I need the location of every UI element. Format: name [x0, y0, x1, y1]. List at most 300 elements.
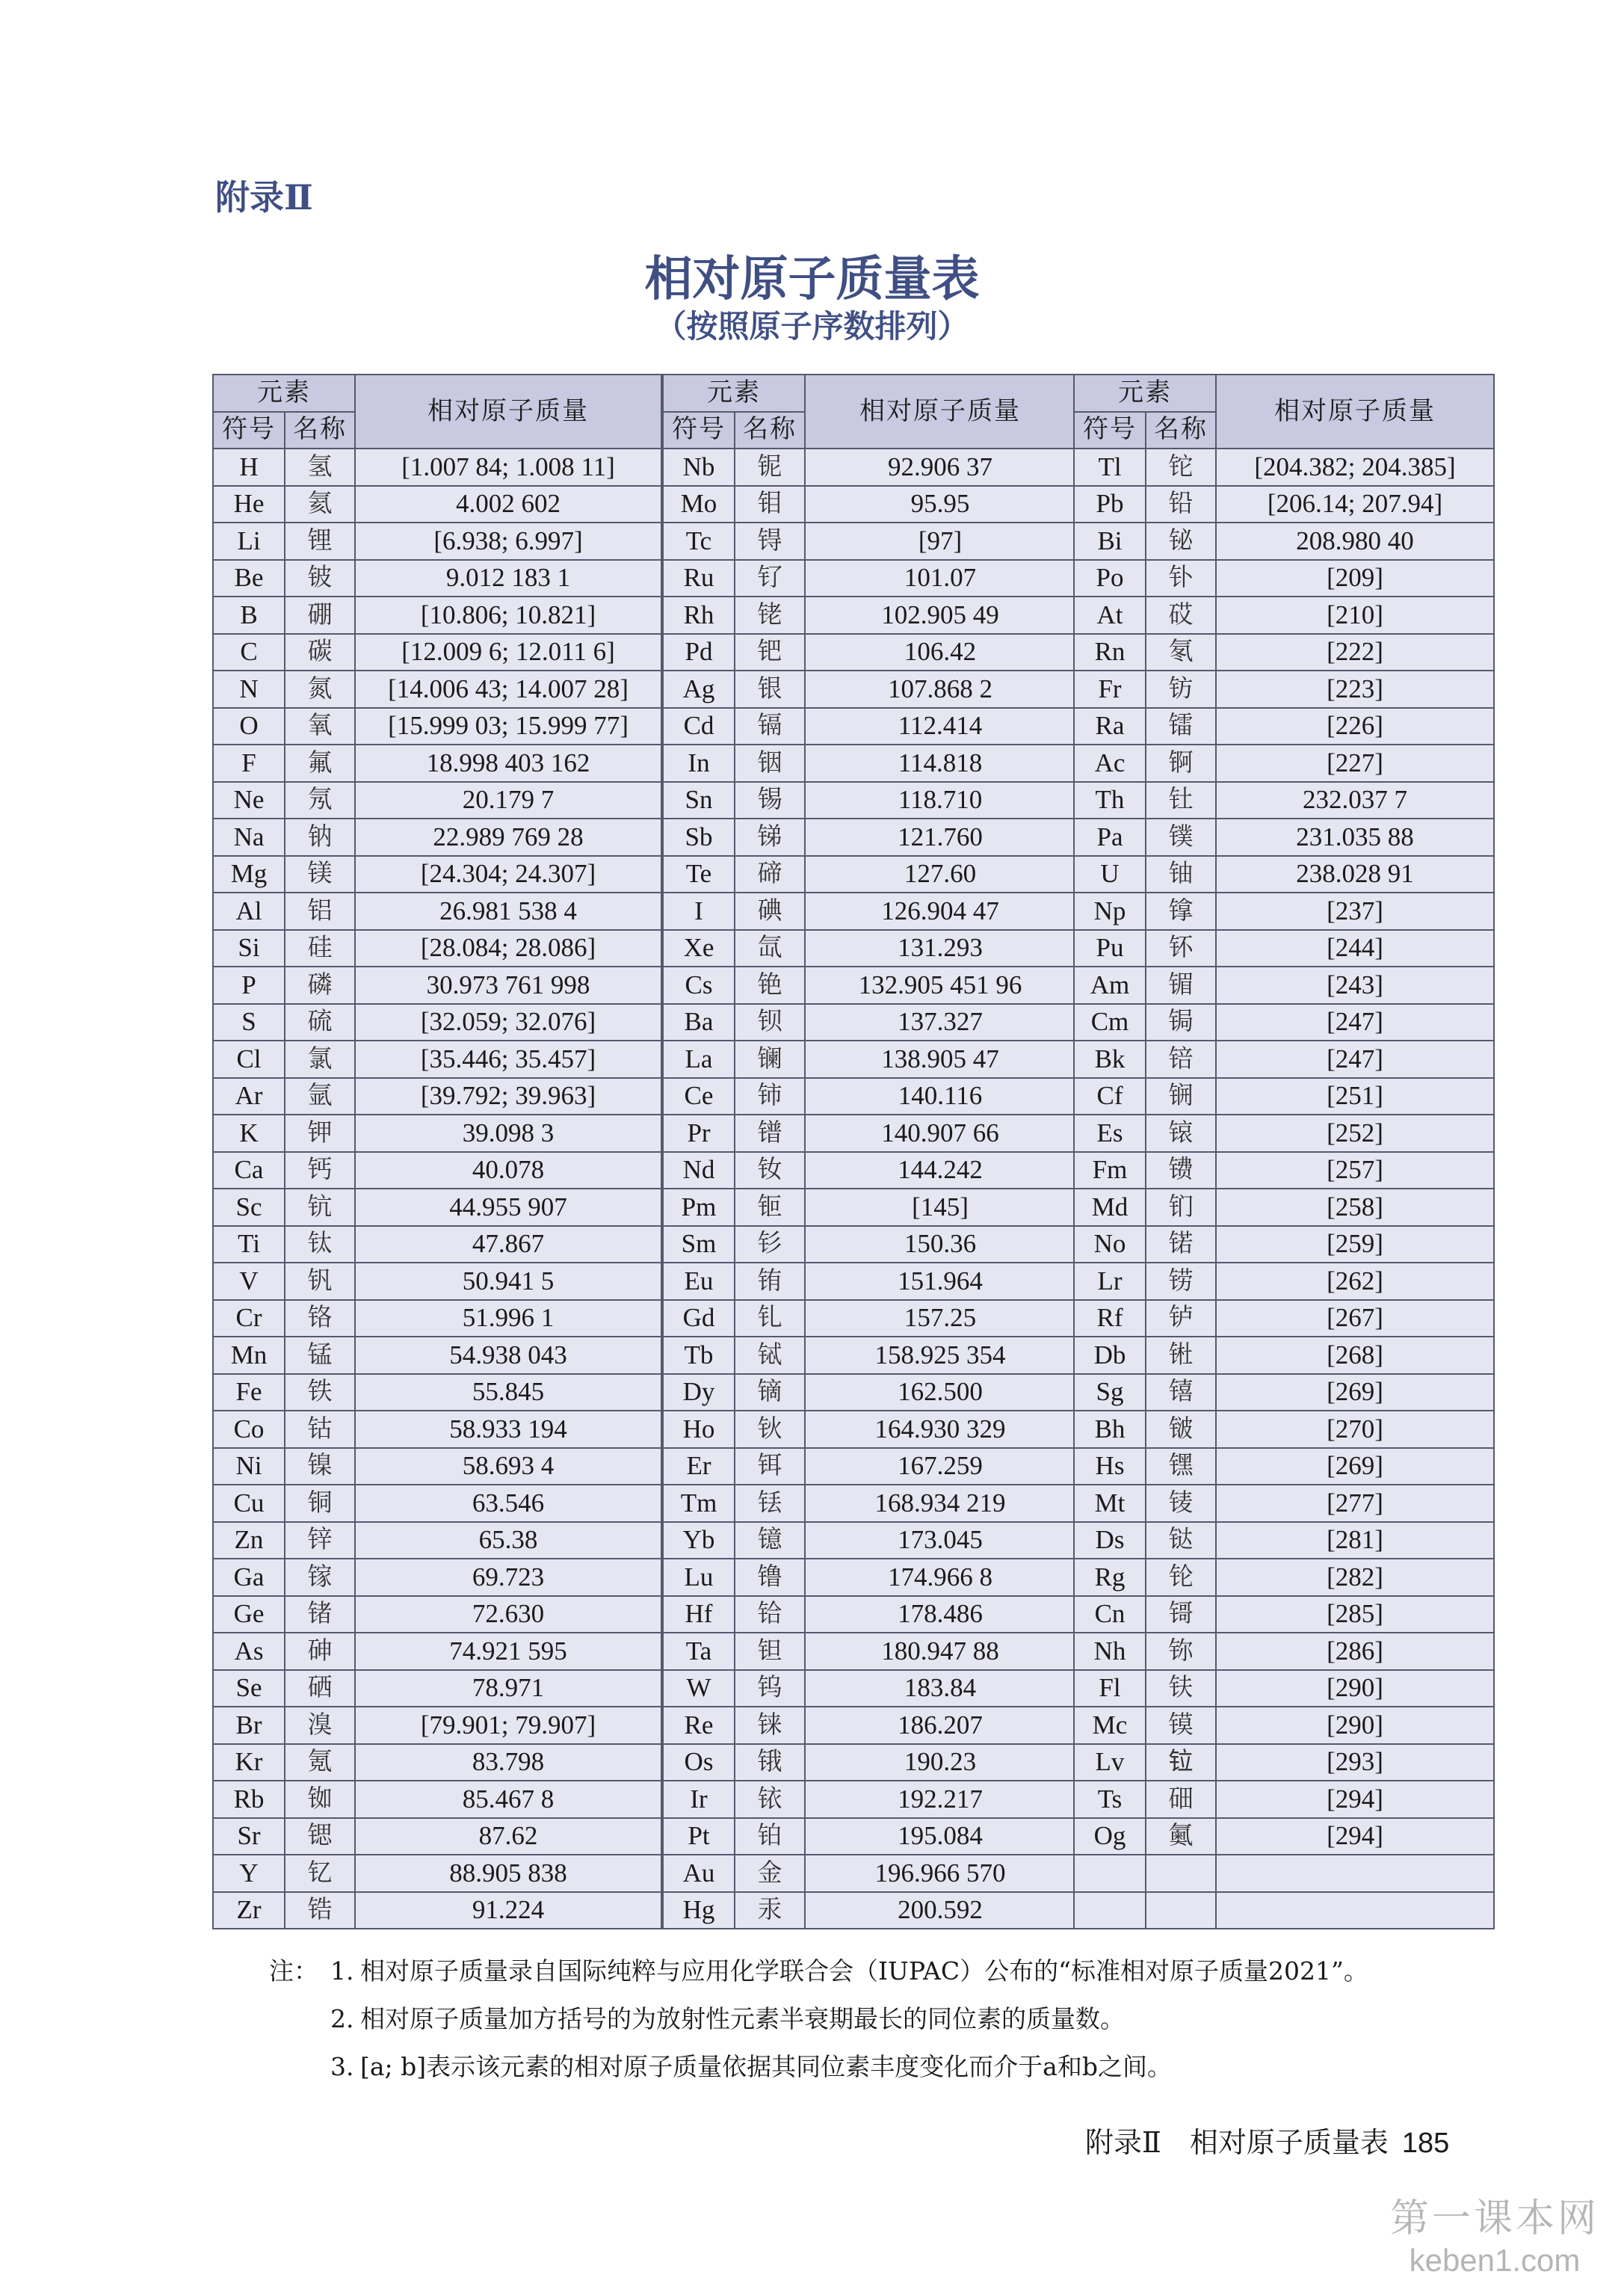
table-row [1074, 1226, 1494, 1263]
element-symbol: C [213, 634, 285, 671]
element-symbol: Ba [663, 1004, 735, 1041]
element-name: 镨 [735, 1115, 805, 1152]
table-row [663, 1633, 1075, 1670]
table-row [663, 1522, 1075, 1559]
atomic-mass: 65.38 [355, 1522, 661, 1559]
element-symbol: Lr [1074, 1263, 1146, 1300]
element-symbol: Ra [1074, 708, 1146, 745]
atomic-mass: 186.207 [805, 1707, 1075, 1744]
table-row [213, 1189, 661, 1226]
element-name: 磷 [285, 967, 355, 1004]
header-element: 元素 [213, 375, 355, 412]
element-symbol: Cs [663, 967, 735, 1004]
element-name: 氢 [285, 449, 355, 486]
page-title: 相对原子质量表 [644, 251, 980, 307]
element-symbol: Mt [1074, 1485, 1146, 1522]
element-symbol: La [663, 1041, 735, 1078]
table-row [213, 1781, 661, 1818]
atomic-mass: 58.933 194 [355, 1411, 661, 1448]
element-symbol: Rf [1074, 1300, 1146, 1337]
table-row [1074, 1300, 1494, 1337]
note-number: 1. [330, 1956, 354, 1986]
atomic-mass: [262] [1216, 1263, 1494, 1300]
atomic-mass: [259] [1216, 1226, 1494, 1263]
table-row [213, 1115, 661, 1152]
atomic-mass: [282] [1216, 1559, 1494, 1596]
table-row [1074, 1744, 1494, 1781]
atomic-mass: 112.414 [805, 708, 1075, 745]
element-symbol: Yb [663, 1522, 735, 1559]
element-symbol: Fl [1074, 1670, 1146, 1707]
atomic-mass: 114.818 [805, 745, 1075, 782]
element-name: 钪 [285, 1189, 355, 1226]
atomic-mass: [268] [1216, 1337, 1494, 1374]
table-row [1074, 1152, 1494, 1189]
element-name: 钐 [735, 1226, 805, 1263]
atomic-mass: [269] [1216, 1448, 1494, 1485]
table-row [663, 782, 1075, 819]
atomic-mass: 107.868 2 [805, 671, 1075, 708]
table-row [1074, 930, 1494, 967]
table-row [213, 1670, 661, 1707]
table-row [663, 745, 1075, 782]
element-name: 硼 [285, 597, 355, 634]
element-name: 锔 [1146, 1004, 1216, 1041]
table-row [213, 560, 661, 597]
atomic-mass: 95.95 [805, 486, 1075, 523]
element-symbol: Cn [1074, 1596, 1146, 1633]
header-symbol: 符号 [663, 412, 735, 449]
element-name: 钠 [285, 819, 355, 856]
table-row [1074, 1485, 1494, 1522]
element-name: 碳 [285, 634, 355, 671]
table-row [213, 708, 661, 745]
atomic-mass: 138.905 47 [805, 1041, 1075, 1078]
element-symbol: He [213, 486, 285, 523]
element-symbol: Pb [1074, 486, 1146, 523]
element-name: 镍 [285, 1448, 355, 1485]
element-name: 锇 [735, 1744, 805, 1781]
atomic-mass: 20.179 7 [355, 782, 661, 819]
element-symbol: Pa [1074, 819, 1146, 856]
element-symbol: P [213, 967, 285, 1004]
element-name [1146, 1855, 1216, 1892]
element-symbol: Xe [663, 930, 735, 967]
atomic-mass: [28.084; 28.086] [355, 930, 661, 967]
atomic-mass: [294] [1216, 1818, 1494, 1855]
atomic-mass: 101.07 [805, 560, 1075, 597]
table-row [663, 1892, 1075, 1929]
table-row [1074, 1078, 1494, 1115]
element-name: 溴 [285, 1707, 355, 1744]
table-row [663, 930, 1075, 967]
note-row [269, 2043, 1172, 2091]
element-name: 砹 [1146, 597, 1216, 634]
atomic-mass: 9.012 183 1 [355, 560, 661, 597]
atomic-mass: 178.486 [805, 1596, 1075, 1633]
element-name: 𬬭 [1146, 1559, 1216, 1596]
element-name: 铥 [735, 1485, 805, 1522]
table-row [1074, 1855, 1494, 1892]
element-symbol: Sb [663, 819, 735, 856]
element-name: 铅 [1146, 486, 1216, 523]
atomic-mass: [237] [1216, 893, 1494, 930]
table-row [663, 523, 1075, 560]
atomic-mass: [286] [1216, 1633, 1494, 1670]
element-symbol: Tb [663, 1337, 735, 1374]
element-name: 𫟷 [1146, 1744, 1216, 1781]
element-name: 氡 [1146, 634, 1216, 671]
element-name: 锘 [1146, 1226, 1216, 1263]
atomic-mass: 162.500 [805, 1374, 1075, 1411]
atomic-mass: [32.059; 32.076] [355, 1004, 661, 1041]
atomic-mass: 63.546 [355, 1485, 661, 1522]
element-symbol: Pr [663, 1115, 735, 1152]
atomic-mass [1216, 1855, 1494, 1892]
element-symbol: Bh [1074, 1411, 1146, 1448]
element-symbol: Nh [1074, 1633, 1146, 1670]
atomic-mass: [79.901; 79.907] [355, 1707, 661, 1744]
element-name: 钔 [1146, 1189, 1216, 1226]
element-symbol: O [213, 708, 285, 745]
atomic-mass: [10.806; 10.821] [355, 597, 661, 634]
element-symbol: Pu [1074, 930, 1146, 967]
table-row [663, 1818, 1075, 1855]
table-row [213, 486, 661, 523]
element-name: 铕 [735, 1263, 805, 1300]
table-row [663, 1707, 1075, 1744]
element-symbol: Zr [213, 1892, 285, 1929]
element-name: 锿 [1146, 1115, 1216, 1152]
atomic-mass: 88.905 838 [355, 1855, 661, 1892]
element-symbol: Cd [663, 708, 735, 745]
table-row [1074, 782, 1494, 819]
atomic-mass: 238.028 91 [1216, 856, 1494, 893]
table-row [1074, 1411, 1494, 1448]
element-symbol: Cm [1074, 1004, 1146, 1041]
table-row [1074, 967, 1494, 1004]
element-name: 锂 [285, 523, 355, 560]
atomic-mass: 87.62 [355, 1818, 661, 1855]
table-row [1074, 1374, 1494, 1411]
element-symbol: F [213, 745, 285, 782]
table-row [663, 1411, 1075, 1448]
table-row [663, 1596, 1075, 1633]
element-symbol: Be [213, 560, 285, 597]
atomic-mass: [223] [1216, 671, 1494, 708]
element-symbol: In [663, 745, 735, 782]
table-row [213, 1411, 661, 1448]
table-row [213, 1300, 661, 1337]
element-symbol: Am [1074, 967, 1146, 1004]
footer-label: 附录Ⅱ 相对原子质量表 [1085, 2126, 1389, 2159]
element-name: 硅 [285, 930, 355, 967]
element-name: 氯 [285, 1041, 355, 1078]
atomic-mass: 118.710 [805, 782, 1075, 819]
atomic-mass: 132.905 451 96 [805, 967, 1075, 1004]
atomic-mass: 55.845 [355, 1374, 661, 1411]
element-name: 硒 [285, 1670, 355, 1707]
atomic-mass: 83.798 [355, 1744, 661, 1781]
table-row [1074, 1004, 1494, 1041]
element-name: 钕 [735, 1152, 805, 1189]
table-row [1074, 1559, 1494, 1596]
table-row [213, 597, 661, 634]
header-element: 元素 [663, 375, 805, 412]
atomic-mass: 164.930 329 [805, 1411, 1075, 1448]
atomic-mass: [258] [1216, 1189, 1494, 1226]
element-symbol: K [213, 1115, 285, 1152]
atomic-mass: 126.904 47 [805, 893, 1075, 930]
table-row [1074, 597, 1494, 634]
element-symbol: Nd [663, 1152, 735, 1189]
element-symbol: Ru [663, 560, 735, 597]
atomic-mass: [24.304; 24.307] [355, 856, 661, 893]
element-name: 铈 [735, 1078, 805, 1115]
element-name: 镆 [1146, 1707, 1216, 1744]
table-row [663, 1263, 1075, 1300]
table-row [213, 819, 661, 856]
table-row [1074, 523, 1494, 560]
atomic-mass: [222] [1216, 634, 1494, 671]
element-symbol: Se [213, 1670, 285, 1707]
table-row [663, 449, 1075, 486]
atomic-mass: 192.217 [805, 1781, 1075, 1818]
element-symbol: Fr [1074, 671, 1146, 708]
element-symbol: Ts [1074, 1781, 1146, 1818]
table-row [213, 523, 661, 560]
table-row [663, 1004, 1075, 1041]
notes [269, 1947, 1368, 2091]
atomic-mass: 26.981 538 4 [355, 893, 661, 930]
atomic-mass: [293] [1216, 1744, 1494, 1781]
element-name: 钙 [285, 1152, 355, 1189]
table-row [1074, 819, 1494, 856]
element-name: 银 [735, 671, 805, 708]
atomic-mass: 196.966 570 [805, 1855, 1075, 1892]
atomic-mass: 69.723 [355, 1559, 661, 1596]
table-row [1074, 1189, 1494, 1226]
element-symbol: Es [1074, 1115, 1146, 1152]
element-name: 钆 [735, 1300, 805, 1337]
element-symbol [1074, 1892, 1146, 1929]
element-symbol: Lu [663, 1559, 735, 1596]
element-name: 镄 [1146, 1152, 1216, 1189]
element-name: 钌 [735, 560, 805, 597]
atomic-mass: 106.42 [805, 634, 1075, 671]
table-row [213, 1041, 661, 1078]
note-number: 2. [330, 2004, 354, 2033]
element-name: 钚 [1146, 930, 1216, 967]
atomic-mass: 54.938 043 [355, 1337, 661, 1374]
element-name: 镉 [735, 708, 805, 745]
table-row [213, 1448, 661, 1485]
element-symbol: Mn [213, 1337, 285, 1374]
atomic-mass: [290] [1216, 1670, 1494, 1707]
header-element: 元素 [1074, 375, 1216, 412]
element-symbol: Kr [213, 1744, 285, 1781]
element-symbol: Ca [213, 1152, 285, 1189]
table-row [213, 449, 661, 486]
table-row [1074, 893, 1494, 930]
element-name: 锝 [735, 523, 805, 560]
element-name: 𬬻 [1146, 1300, 1216, 1337]
element-symbol: V [213, 1263, 285, 1300]
element-symbol: Si [213, 930, 285, 967]
element-name: 镭 [1146, 708, 1216, 745]
element-symbol: Ar [213, 1078, 285, 1115]
atomic-mass: 18.998 403 162 [355, 745, 661, 782]
element-symbol: Ga [213, 1559, 285, 1596]
atomic-mass: [257] [1216, 1152, 1494, 1189]
element-name: 碘 [735, 893, 805, 930]
element-name: 氧 [285, 708, 355, 745]
atomic-mass: 180.947 88 [805, 1633, 1075, 1670]
element-table [1073, 374, 1495, 1929]
atomic-mass: 208.980 40 [1216, 523, 1494, 560]
element-name: 铀 [1146, 856, 1216, 893]
atomic-mass: 85.467 8 [355, 1781, 661, 1818]
table-row [663, 1485, 1075, 1522]
atomic-mass: [1.007 84; 1.008 11] [355, 449, 661, 486]
element-name: 锡 [735, 782, 805, 819]
table-row [1074, 1337, 1494, 1374]
element-name: 𬭊 [1146, 1337, 1216, 1374]
element-name: 铂 [735, 1818, 805, 1855]
table-row [213, 1078, 661, 1115]
table-row [213, 1226, 661, 1263]
element-name: 铪 [735, 1596, 805, 1633]
element-symbol: N [213, 671, 285, 708]
watermark [1386, 2196, 1603, 2280]
table-row [1074, 1115, 1494, 1152]
element-symbol: Ge [213, 1596, 285, 1633]
element-symbol: Cr [213, 1300, 285, 1337]
table-row [663, 634, 1075, 671]
element-name: 钽 [735, 1633, 805, 1670]
table-row [213, 1263, 661, 1300]
element-symbol: Lv [1074, 1744, 1146, 1781]
element-symbol: Ir [663, 1781, 735, 1818]
element-name: 铍 [285, 560, 355, 597]
element-name: 铱 [735, 1781, 805, 1818]
element-symbol: Ag [663, 671, 735, 708]
element-symbol: Y [213, 1855, 285, 1892]
element-symbol: H [213, 449, 285, 486]
element-symbol: Th [1074, 782, 1146, 819]
element-name: 铹 [1146, 1263, 1216, 1300]
atomic-mass: 167.259 [805, 1448, 1075, 1485]
element-name: 钛 [285, 1226, 355, 1263]
table-row [213, 1707, 661, 1744]
element-name: 𫓧 [1146, 1670, 1216, 1707]
element-symbol: Hf [663, 1596, 735, 1633]
atomic-mass [1216, 1892, 1494, 1929]
element-name: 𬭶 [1146, 1448, 1216, 1485]
element-symbol: Nb [663, 449, 735, 486]
element-name: 铌 [735, 449, 805, 486]
element-symbol: Ti [213, 1226, 285, 1263]
element-symbol: Np [1074, 893, 1146, 930]
table-row [213, 967, 661, 1004]
atomic-mass: [281] [1216, 1522, 1494, 1559]
atomic-mass: 173.045 [805, 1522, 1075, 1559]
element-name: 铜 [285, 1485, 355, 1522]
atomic-mass: [6.938; 6.997] [355, 523, 661, 560]
watermark-en: keben1.com [1409, 2243, 1581, 2278]
atomic-mass: [145] [805, 1189, 1075, 1226]
table-row [1074, 634, 1494, 671]
atomic-mass: 47.867 [355, 1226, 661, 1263]
atomic-mass: [269] [1216, 1374, 1494, 1411]
element-name: 硫 [285, 1004, 355, 1041]
header-mass: 相对原子质量 [805, 375, 1075, 449]
atomic-mass: 50.941 5 [355, 1263, 661, 1300]
atomic-mass: [210] [1216, 597, 1494, 634]
table-row [663, 967, 1075, 1004]
element-symbol: Al [213, 893, 285, 930]
element-name: 钼 [735, 486, 805, 523]
element-symbol: As [213, 1633, 285, 1670]
atomic-mass: 137.327 [805, 1004, 1075, 1041]
element-name: 铽 [735, 1337, 805, 1374]
element-symbol: Cu [213, 1485, 285, 1522]
element-name: 钇 [285, 1855, 355, 1892]
element-symbol: Ho [663, 1411, 735, 1448]
page-footer [1085, 2119, 1449, 2160]
element-name: 𬭳 [1146, 1374, 1216, 1411]
atomic-mass: 195.084 [805, 1818, 1075, 1855]
element-name: 锶 [285, 1818, 355, 1855]
atomic-mass: 22.989 769 28 [355, 819, 661, 856]
table-row [1074, 856, 1494, 893]
atomic-mass: 144.242 [805, 1152, 1075, 1189]
element-symbol: Og [1074, 1818, 1146, 1855]
element-symbol: Sc [213, 1189, 285, 1226]
element-name: 镧 [735, 1041, 805, 1078]
element-symbol: Au [663, 1855, 735, 1892]
element-name: 铯 [735, 967, 805, 1004]
atomic-mass: 51.996 1 [355, 1300, 661, 1337]
element-name: 镱 [735, 1522, 805, 1559]
table-row [213, 1633, 661, 1670]
element-symbol: Li [213, 523, 285, 560]
element-name: 镁 [285, 856, 355, 893]
atomic-mass: [267] [1216, 1300, 1494, 1337]
element-name: 氦 [285, 486, 355, 523]
atomic-mass: [226] [1216, 708, 1494, 745]
element-symbol: Rg [1074, 1559, 1146, 1596]
table-row [663, 1744, 1075, 1781]
atomic-mass: [204.382; 204.385] [1216, 449, 1494, 486]
header-name: 名称 [735, 412, 805, 449]
atomic-mass: 158.925 354 [805, 1337, 1075, 1374]
element-name: 鿬 [1146, 1781, 1216, 1818]
atomic-mass: 168.934 219 [805, 1485, 1075, 1522]
element-symbol: Gd [663, 1300, 735, 1337]
table-row [663, 486, 1075, 523]
atomic-mass: [243] [1216, 967, 1494, 1004]
element-symbol: At [1074, 597, 1146, 634]
table-row [213, 893, 661, 930]
note-text: 相对原子质量录自国际纯粹与应用化学联合会（IUPAC）公布的“标准相对原子质量2021”。 [360, 1956, 1368, 1986]
atomic-mass: [285] [1216, 1596, 1494, 1633]
table-row [663, 1670, 1075, 1707]
table-row [663, 1041, 1075, 1078]
atomic-mass: [277] [1216, 1485, 1494, 1522]
atomic-mass: [209] [1216, 560, 1494, 597]
element-symbol: Db [1074, 1337, 1146, 1374]
